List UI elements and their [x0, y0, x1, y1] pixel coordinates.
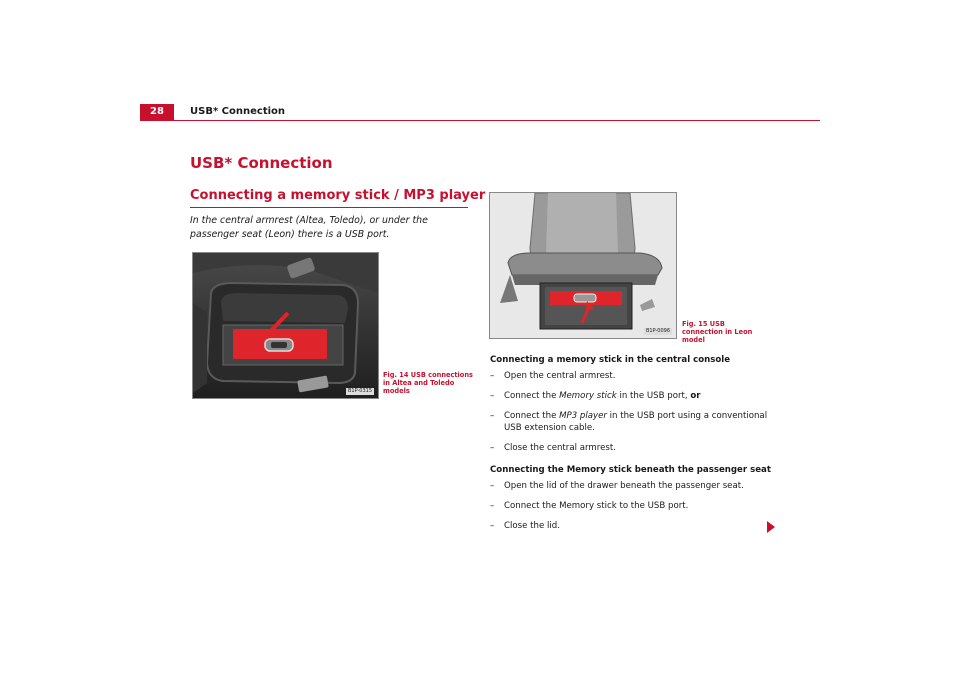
list-item: – Connect the MP3 player in the USB port using a conventional USB extension cable. — [490, 411, 768, 433]
section-title: Connecting a memory stick / MP3 player — [190, 188, 486, 203]
figure-code: B1P-0315 — [347, 388, 372, 394]
list-item: – Close the central armrest. — [490, 443, 616, 453]
figure-seat-usb — [489, 192, 677, 339]
console-heading: Connecting a memory stick in the central console — [490, 355, 731, 365]
list-item: – Open the central armrest. — [490, 371, 616, 381]
seat-illustration — [490, 193, 676, 338]
armrest-illustration — [193, 253, 378, 398]
list-item: – Close the lid. — [490, 521, 560, 531]
running-title: USB* Connection — [190, 106, 286, 117]
header-divider — [140, 120, 820, 121]
chapter-title: USB* Connection — [190, 154, 333, 172]
figure-15-caption: Fig. 15 USB connection in Leon model — [682, 320, 753, 344]
emphasis-mp3-player: MP3 player — [559, 411, 607, 421]
section-divider — [190, 207, 468, 208]
list-item: – Connect the Memory stick to the USB port. — [490, 501, 689, 511]
intro-text: In the central armrest (Altea, Toledo), or under the passenger seat (Leon) there is a USB port. — [190, 215, 428, 240]
next-page-arrow-icon — [767, 521, 775, 533]
list-item: – Open the lid of the drawer beneath the passenger seat. — [490, 481, 744, 491]
figure-code: B1P-0096 — [645, 328, 670, 334]
figure-armrest-usb — [192, 252, 379, 399]
emphasis-memory-stick: Memory stick — [559, 391, 617, 401]
list-item: – Connect the Memory stick in the USB port, or — [490, 391, 701, 401]
figure-14-caption: Fig. 14 USB connections in Altea and Toledo models — [383, 371, 473, 395]
page-number: 28 — [140, 104, 174, 120]
seat-heading: Connecting the Memory stick beneath the passenger seat — [490, 465, 771, 475]
